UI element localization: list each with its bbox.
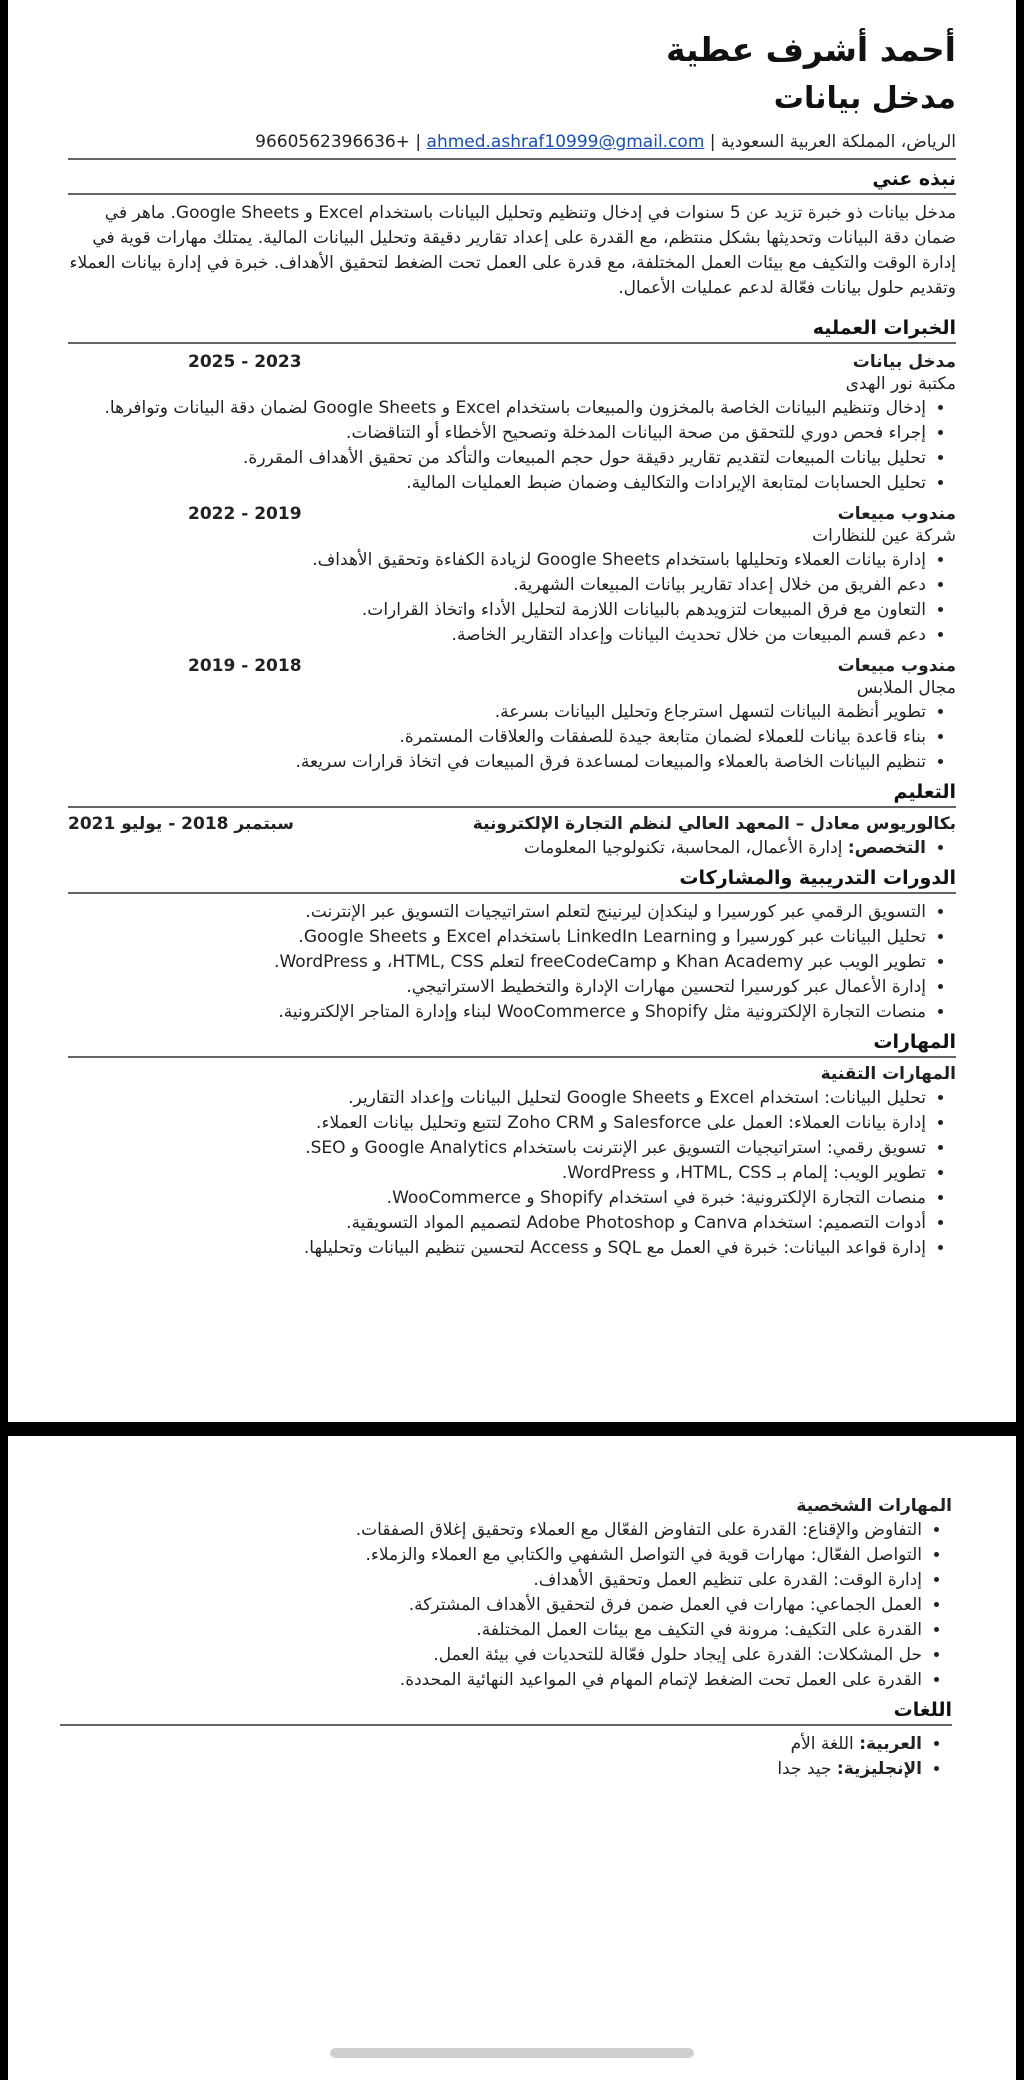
location-phone: الرياض، المملكة العربية السعودية | 966056239663‪6+ |: [255, 132, 956, 152]
languages-list: [60, 1732, 952, 1782]
email-link[interactable]: ahmed.ashraf10999@gmail.com: [426, 132, 705, 152]
job-bullets: [68, 700, 956, 775]
list-item: • منصات التجارة الإلكترونية مثل Shopify و WooCommerce لبناء وإدارة المتاجر الإلكترونية.: [68, 1000, 926, 1025]
major-label: التخصص:: [847, 838, 926, 858]
list-item: • تطوير الويب: إلمام بـ HTML, CSS، و WordPress.: [68, 1161, 926, 1186]
list-item: • القدرة على العمل تحت الضغط لإتمام المهام في المواعيد النهائية المحددة.: [60, 1668, 922, 1693]
resume-page-2: [8, 1436, 1016, 2080]
job-bullets: [68, 396, 956, 496]
language-name: الإنجليزية:: [836, 1759, 922, 1779]
list-item: • إجراء فحص دوري للتحقق من صحة البيانات المدخلة وتصحيح الأخطاء أو التناقضات.: [68, 421, 926, 446]
resume-page-1: [8, 0, 1016, 1422]
list-item: • تحليل الحسابات لمتابعة الإيرادات والتكاليف وضمان ضبط العمليات المالية.: [68, 471, 926, 496]
language-level: جيد جدا: [777, 1759, 832, 1779]
list-item: [68, 836, 926, 861]
skills-heading: المهارات: [68, 1031, 956, 1058]
list-item: [60, 1732, 922, 1757]
list-item: • التفاوض والإقناع: القدرة على التفاوض الفعّال مع العملاء وتحقيق إغلاق الصفقات.: [60, 1518, 922, 1543]
courses-list: [68, 900, 956, 1025]
about-text: مدخل بيانات ذو خبرة تزيد عن 5 سنوات في إدخال وتنظيم وتحليل البيانات باستخدام Excel و Google Sheets. ماهر في ضمان دقة البيانات وتحديثها بشكل منتظم، مع القدرة على إعداد تقارير دقيقة وتحليل البيانات المالية. يمتلك مهارات قوية في إدارة الوقت والتكيف مع بيئات العمل المختلفة، مع قدرة على العمل تحت الضغط لتحقيق الأهداف. خبرة في إدارة بيانات العملاء وتقديم حلول بيانات فعّالة لدعم عمليات الأعمال.: [69, 203, 956, 298]
list-item: • القدرة على التكيف: مرونة في التكيف مع بيئات العمل المختلفة.: [60, 1618, 922, 1643]
job-role: مندوب مبيعات: [837, 504, 956, 524]
list-item: • العمل الجماعي: مهارات في العمل ضمن فرق لتحقيق الأهداف المشتركة.: [60, 1593, 922, 1618]
candidate-name: أحمد أشرف عطية: [665, 30, 956, 69]
list-item: • إدارة بيانات العملاء: العمل على Salesforce و Zoho CRM لتتبع وتحليل بيانات العملاء.: [68, 1111, 926, 1136]
personal-skills-heading: المهارات الشخصية: [796, 1496, 952, 1516]
job-entry: [68, 504, 956, 648]
list-item: • تنظيم البيانات الخاصة بالعملاء والمبيعات لمساعدة فرق المبيعات في اتخاذ قرارات سريعة.: [68, 750, 926, 775]
education-dates: سبتمبر 2018 - يوليو 2021: [68, 814, 294, 834]
technical-skills-heading: المهارات التقنية: [820, 1064, 956, 1084]
list-item: • إدخال وتنظيم البيانات الخاصة بالمخزون والمبيعات باستخدام Excel و Google Sheets لضمان دقة البيانات وتوافرها.: [68, 396, 926, 421]
job-role: مدخل بيانات: [852, 352, 956, 372]
list-item: • التسويق الرقمي عبر كورسيرا و لينكدإن ليرنينج لتعلم استراتيجيات التسويق عبر الإنترنت.: [68, 900, 926, 925]
list-item: • التواصل الفعّال: مهارات قوية في التواصل الشفهي والكتابي مع العملاء والزملاء.: [60, 1543, 922, 1568]
job-bullets: [68, 548, 956, 648]
technical-skills-list: [68, 1086, 956, 1261]
list-item: • تحليل البيانات: استخدام Excel و Google Sheets لتحليل البيانات وإعداد التقارير.: [68, 1086, 926, 1111]
job-dates: 2022 - 2019: [188, 504, 302, 524]
contact-line: [68, 132, 956, 160]
list-item: • إدارة الوقت: القدرة على تنظيم العمل وتحقيق الأهداف.: [60, 1568, 922, 1593]
list-item: • تطوير الويب عبر Khan Academy و freeCodeCamp لتعلم HTML, CSS، و WordPress.: [68, 950, 926, 975]
list-item: • أدوات التصميم: استخدام Canva و Adobe Photoshop لتصميم المواد التسويقية.: [68, 1211, 926, 1236]
list-item: • تطوير أنظمة البيانات لتسهل استرجاع وتحليل البيانات بسرعة.: [68, 700, 926, 725]
job-company: مجال الملابس: [856, 678, 956, 698]
about-heading: نبذه عني: [68, 168, 956, 195]
language-level: اللغة الأم: [790, 1734, 854, 1754]
list-item: • تحليل البيانات عبر كورسيرا و LinkedIn Learning باستخدام Excel و Google Sheets.: [68, 925, 926, 950]
language-name: العربية:: [859, 1734, 922, 1754]
list-item: • إدارة الأعمال عبر كورسيرا لتحسين مهارات الإدارة والتخطيط الاستراتيجي.: [68, 975, 926, 1000]
courses-heading: الدورات التدريبية والمشاركات: [68, 867, 956, 894]
list-item: • التعاون مع فرق المبيعات لتزويدهم بالبيانات اللازمة لتحليل الأداء واتخاذ القرارات.: [68, 598, 926, 623]
list-item: • تحليل بيانات المبيعات لتقديم تقارير دقيقة حول حجم المبيعات والتأكد من تحقيق الأهداف المقررة.: [68, 446, 926, 471]
job-entry: [68, 656, 956, 775]
scroll-indicator[interactable]: [330, 2048, 694, 2058]
education-entry: [68, 814, 956, 834]
list-item: • بناء قاعدة بيانات للعملاء لضمان متابعة جيدة للصفقات والعلاقات المستمرة.: [68, 725, 926, 750]
job-entry: [68, 352, 956, 496]
education-degree: بكالوريوس معادل – المعهد العالي لنظم التجارة الإلكترونية: [472, 814, 956, 834]
job-company: شركة عين للنظارات: [812, 526, 956, 546]
job-dates: 2025 - 2023: [188, 352, 302, 372]
list-item: [60, 1757, 922, 1782]
education-details: [68, 836, 956, 861]
list-item: • تسويق رقمي: استراتيجيات التسويق عبر الإنترنت باستخدام Google Analytics و SEO.: [68, 1136, 926, 1161]
list-item: • إدارة بيانات العملاء وتحليلها باستخدام Google Sheets لزيادة الكفاءة وتحقيق الأهداف.: [68, 548, 926, 573]
languages-heading: اللغات: [60, 1699, 952, 1726]
job-dates: 2019 - 2018: [188, 656, 302, 676]
personal-skills-list: [60, 1518, 952, 1693]
list-item: • حل المشكلات: القدرة على إيجاد حلول فعّالة للتحديات في بيئة العمل.: [60, 1643, 922, 1668]
list-item: • دعم قسم المبيعات من خلال تحديث البيانات وإعداد التقارير الخاصة.: [68, 623, 926, 648]
job-company: مكتبة نور الهدى: [845, 374, 956, 394]
list-item: • دعم الفريق من خلال إعداد تقارير بيانات المبيعات الشهرية.: [68, 573, 926, 598]
job-title: مدخل بيانات: [773, 81, 956, 116]
major-value: إدارة الأعمال، المحاسبة، تكنولوجيا المعلومات: [523, 838, 843, 858]
education-heading: التعليم: [68, 781, 956, 808]
job-role: مندوب مبيعات: [837, 656, 956, 676]
list-item: • منصات التجارة الإلكترونية: خبرة في استخدام Shopify و WooCommerce.: [68, 1186, 926, 1211]
experience-heading: الخبرات العمليه: [68, 317, 956, 344]
list-item: • إدارة قواعد البيانات: خبرة في العمل مع SQL و Access لتحسين تنظيم البيانات وتحليلها.: [68, 1236, 926, 1261]
